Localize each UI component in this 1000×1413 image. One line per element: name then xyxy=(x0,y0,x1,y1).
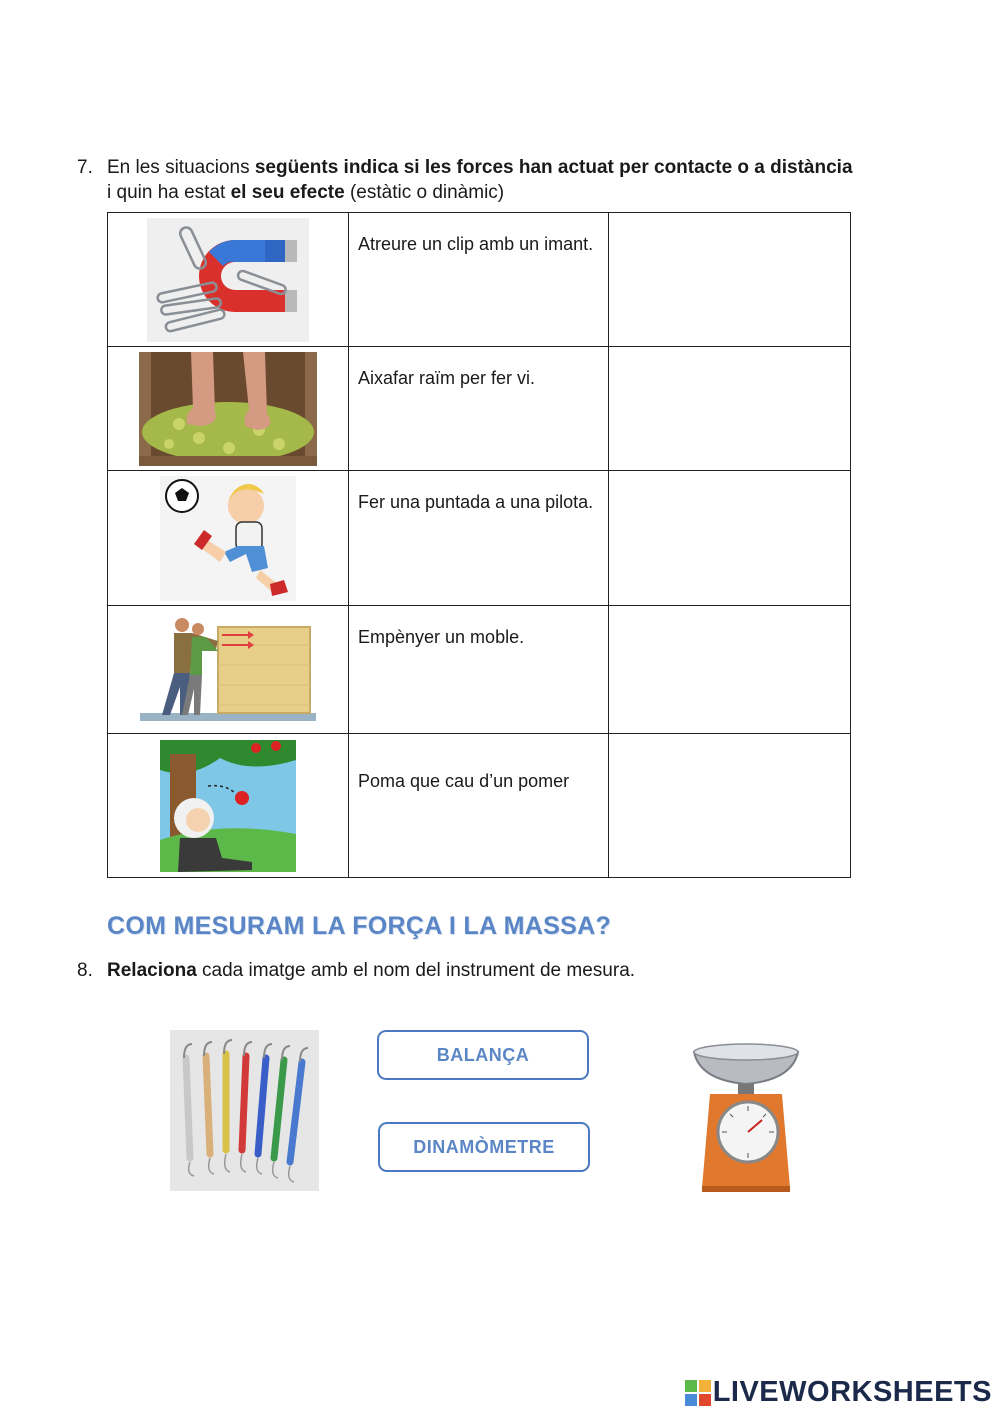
question-8 xyxy=(77,958,937,984)
answer-cell[interactable] xyxy=(609,734,851,878)
question-7 xyxy=(77,155,937,207)
section-title: COM MESURAM LA FORÇA I LA MASSA? xyxy=(107,912,612,940)
brand-name: LIVEWORKSHEETS xyxy=(712,1376,992,1408)
table-row xyxy=(108,734,851,878)
situation-text: Fer una puntada a una pilota. xyxy=(349,471,609,606)
balance-label[interactable]: BALANÇA xyxy=(377,1030,589,1080)
image-cell xyxy=(108,347,349,471)
situation-text: Empènyer un moble. xyxy=(349,606,609,734)
question-text: Relaciona cada imatge amb el nom del instrument de mesura. xyxy=(107,960,636,981)
image-cell xyxy=(108,471,349,606)
image-cell xyxy=(108,213,349,347)
question-number: 8. xyxy=(77,960,93,981)
situation-text: Aixafar raïm per fer vi. xyxy=(349,347,609,471)
grapes-feet-icon xyxy=(139,352,317,466)
question-text: En les situacions següents indica si les forces han actuat per contacte o a distància i quin ha estat el seu efecte (estàtic o dinàmic) xyxy=(107,157,853,203)
answer-cell[interactable] xyxy=(609,606,851,734)
question-number: 7. xyxy=(77,157,93,178)
situation-text: Poma que cau d’un pomer xyxy=(349,734,609,878)
table-row xyxy=(108,213,851,347)
image-cell xyxy=(108,606,349,734)
answer-cell[interactable] xyxy=(609,347,851,471)
liveworksheets-logo[interactable] xyxy=(685,1376,992,1409)
situation-text: Atreure un clip amb un imant. xyxy=(349,213,609,347)
table-row xyxy=(108,471,851,606)
kitchen-scale-image[interactable] xyxy=(688,1040,804,1196)
liveworksheets-logo-icon xyxy=(685,1380,711,1406)
dynamometer-label[interactable]: DINAMÒMETRE xyxy=(378,1122,590,1172)
magnet-icon xyxy=(147,218,309,342)
apple-tree-icon xyxy=(160,740,296,872)
boy-kicking-ball-icon xyxy=(160,476,296,601)
answer-cell[interactable] xyxy=(609,213,851,347)
exercise-table xyxy=(107,212,851,878)
dynamometers-image[interactable] xyxy=(170,1030,319,1191)
pushing-box-icon xyxy=(140,615,316,725)
answer-cell[interactable] xyxy=(609,471,851,606)
image-cell xyxy=(108,734,349,878)
table-row xyxy=(108,347,851,471)
table-row xyxy=(108,606,851,734)
